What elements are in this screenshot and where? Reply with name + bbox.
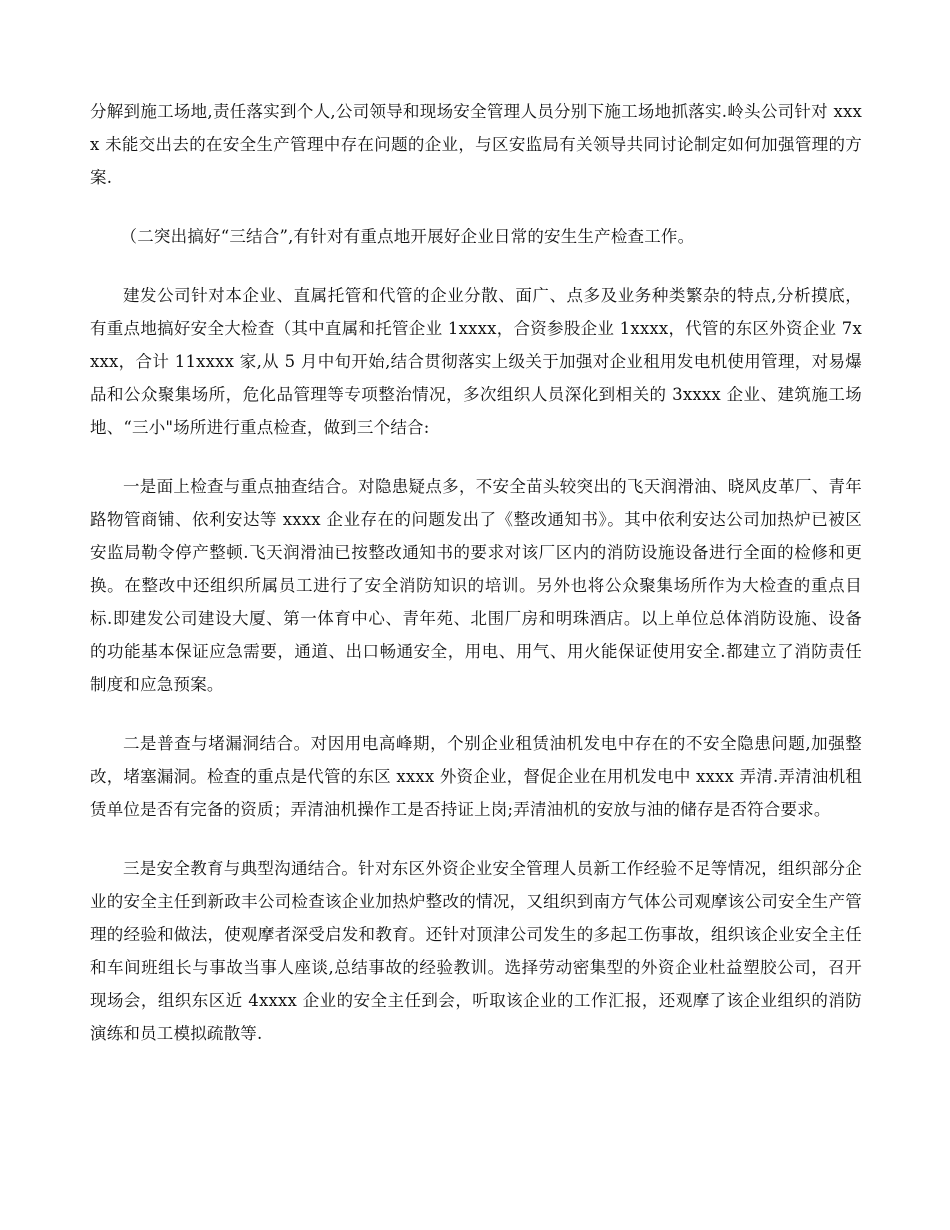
paragraph-jianfa: 建发公司针对本企业、直属托管和代管的企业分散、面广、点多及业务种类繁杂的特点,分析摸底，有重点地搞好安全大检查（其中直属和托管企业 1xxxx，合资参股企业 1xxxx，代管的东区外资企业 7xxxx，合计 11xxxx 家,从 5 月中旬开始,结合贯彻落实上级关于加强对企业租用发电机使用管理，对易爆品和公众聚集场所，危化品管理等专项整治情况，多次组织人员深化到相关的 3xxxx 企业、建筑施工场地、“三小"场所进行重点检查，做到三个结合: [90, 286, 862, 437]
section-heading: （二突出搞好“三结合”,有针对有重点地开展好企业日常的安生生产检查工作。 [120, 227, 695, 246]
paragraph-first-combination: 一是面上检查与重点抽查结合。对隐患疑点多，不安全苗头较突出的飞天润滑油、晓风皮革厂、青年路物管商铺、依利安达等 xxxx 企业存在的问题发出了《整改通知书》。其中依利安达公司加热炉已被区安监局勒令停产整顿.飞天润滑油已按整改通知书的要求对该厂区内的消防设施设备进行全面的检修和更换。在整改中还组织所属员工进行了安全消防知识的培训。另外也将公众聚集场所作为大检查的重点目标.即建发公司建设大厦、第一体育中心、青年苑、北围厂房和明珠酒店。以上单位总体消防设施、设备的功能基本保证应急需要，通道、出口畅通安全，用电、用气、用火能保证使用安全.都建立了消防责任制度和应急预案。 [90, 477, 862, 694]
paragraph-second-combination: 二是普查与堵漏洞结合。对因用电高峰期，个别企业租赁油机发电中存在的不安全隐患问题,加强整改，堵塞漏洞。检查的重点是代管的东区 xxxx 外资企业，督促企业在用机发电中 xxxx 弄清.弄清油机租赁单位是否有完备的资质；弄清油机操作工是否持证上岗;弄清油机的安放与油的储存是否符合要求。 [90, 734, 862, 819]
paragraph-third-combination: 三是安全教育与典型沟通结合。针对东区外资企业安全管理人员新工作经验不足等情况，组织部分企业的安全主任到新政丰公司检查该企业加热炉整改的情况，又组织到南方气体公司观摩该公司安全生产管理的经验和做法，使观摩者深受启发和教育。还针对顶津公司发生的多起工伤事故，组织该企业安全主任和车间班组长与事故当事人座谈,总结事故的经验教训。选择劳动密集型的外资企业杜益塑胶公司，召开现场会，组织东区近 4xxxx 企业的安全主任到会，听取该企业的工作汇报，还观摩了该企业组织的消防演练和员工模拟疏散等. [90, 859, 862, 1043]
paragraph-continuation: 分解到施工场地,责任落实到个人,公司领导和现场安全管理人员分别下施工场地抓落实.岭头公司针对 xxxx 未能交出去的在安全生产管理中存在问题的企业，与区安监局有关领导共同讨论制定如何加强管理的方案. [90, 102, 862, 187]
